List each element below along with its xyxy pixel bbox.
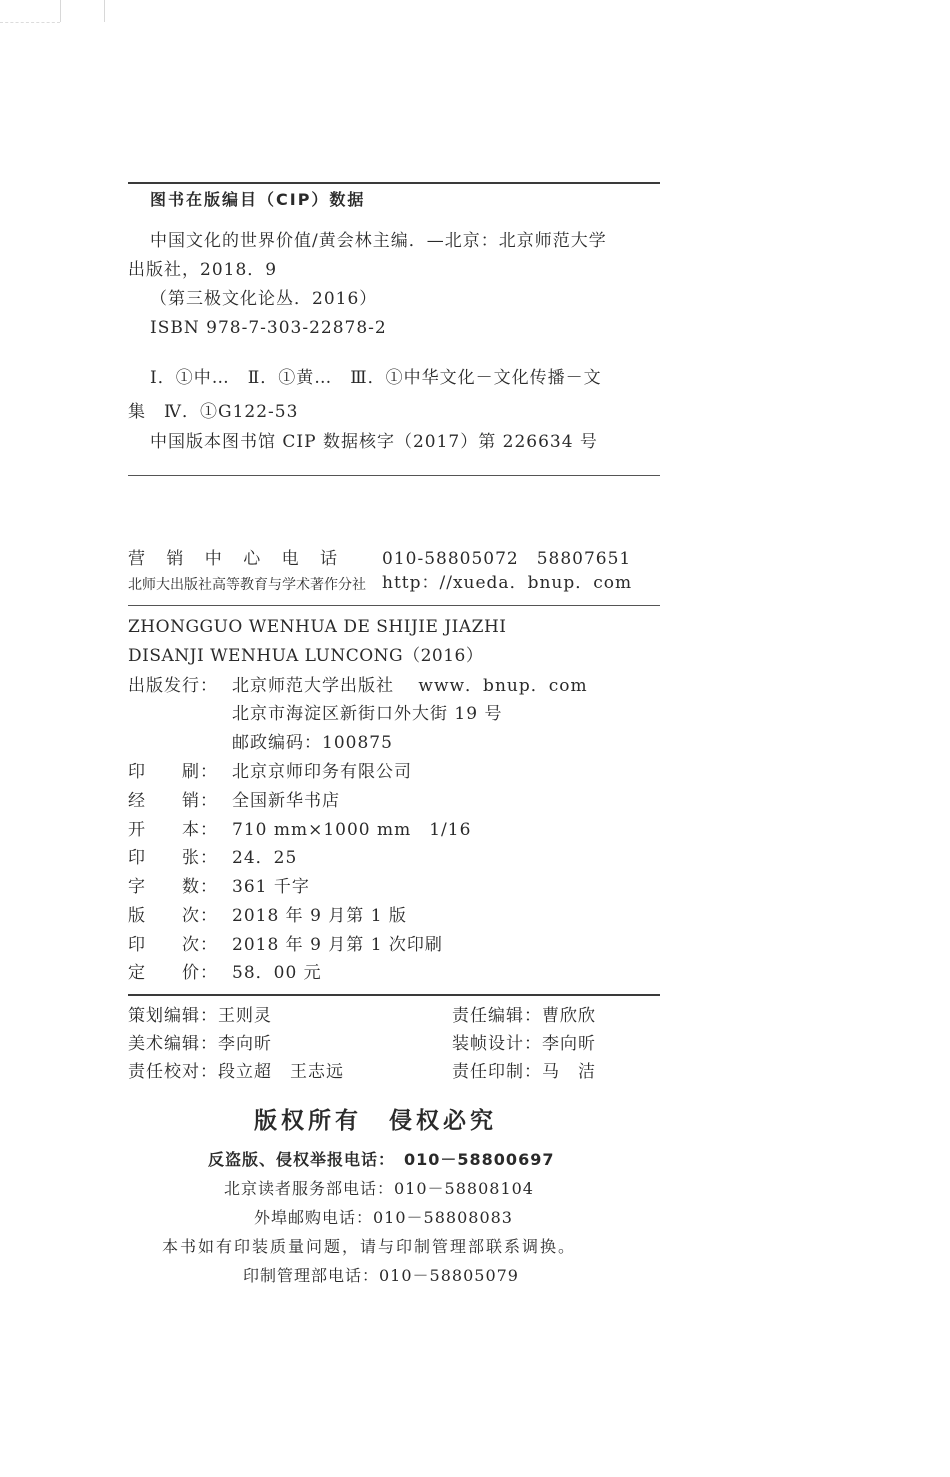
detail-row <box>128 819 471 841</box>
detail-label: 经 销： <box>128 791 218 811</box>
crop-mark-dash <box>0 22 60 23</box>
cip-bottom-rule <box>128 475 660 476</box>
detail-row <box>128 962 322 984</box>
cip-isbn: ISBN 978-7-303-22878-2 <box>150 318 387 338</box>
cip-heading: 图书在版编目（CIP）数据 <box>150 190 366 209</box>
detail-label: 印 刷： <box>128 762 218 782</box>
cip-classification-line-2: 集 Ⅳ．①G122-53 <box>128 402 299 422</box>
marketing-rule <box>128 605 660 606</box>
marketing-phone-label: 营 销 中 心 电 话 <box>128 549 346 569</box>
crop-mark <box>60 0 61 22</box>
publisher-postcode: 邮政编码：100875 <box>232 733 393 753</box>
publisher-address: 北京市海淀区新街口外大街 19 号 <box>232 704 503 724</box>
detail-row <box>128 876 310 898</box>
detail-value: 北京京师印务有限公司 <box>232 762 412 782</box>
copyright-title: 版权所有 侵权必究 <box>254 1108 497 1134</box>
editor-credit: 装帧设计：李向昕 <box>452 1034 596 1054</box>
crop-mark <box>104 0 105 22</box>
detail-label: 版 次： <box>128 906 218 926</box>
detail-label: 开 本： <box>128 820 218 840</box>
cip-record: 中国版本图书馆 CIP 数据核字（2017）第 226634 号 <box>150 432 598 452</box>
detail-value: 710 mm×1000 mm 1/16 <box>232 820 472 840</box>
cip-series: （第三极文化论丛．2016） <box>150 289 378 309</box>
detail-row <box>128 761 412 783</box>
detail-label: 印 次： <box>128 935 218 955</box>
branch-label: 北师大出版社高等教育与学术著作分社 <box>128 577 366 593</box>
print-management-phone: 印制管理部电话：010－58805079 <box>243 1266 519 1285</box>
publisher-row <box>128 675 588 697</box>
detail-label: 字 数： <box>128 877 218 897</box>
detail-label: 印 张： <box>128 848 218 868</box>
detail-value: 2018 年 9 月第 1 次印刷 <box>232 935 443 955</box>
mail-order-phone: 外埠邮购电话：010－58808083 <box>254 1208 513 1227</box>
publisher-label: 出版发行： <box>128 676 218 696</box>
quality-notice: 本书如有印装质量问题，请与印制管理部联系调换。 <box>162 1237 577 1256</box>
publication-rule <box>128 994 660 996</box>
editor-credit: 策划编辑：王则灵 <box>128 1006 272 1026</box>
detail-value: 全国新华书店 <box>232 791 340 811</box>
detail-row <box>128 790 340 812</box>
anti-piracy-phone: 反盗版、侵权举报电话： 010－58800697 <box>208 1150 555 1169</box>
cip-top-rule <box>128 182 660 184</box>
pinyin-series: DISANJI WENHUA LUNCONG（2016） <box>128 646 484 666</box>
editor-credit: 责任校对：段立超 王志远 <box>128 1062 344 1082</box>
marketing-phone-value: 010-58805072 58807651 <box>382 549 632 569</box>
detail-label: 定 价： <box>128 963 218 983</box>
editor-credit: 美术编辑：李向昕 <box>128 1034 272 1054</box>
pinyin-title: ZHONGGUO WENHUA DE SHIJIE JIAZHI <box>128 617 507 637</box>
cip-title-line: 中国文化的世界价值/黄会林主编．—北京：北京师范大学 <box>150 231 607 251</box>
detail-value: 24．25 <box>232 848 298 868</box>
cip-classification-line: Ⅰ．①中… Ⅱ．①黄… Ⅲ．①中华文化－文化传播－文 <box>150 368 602 388</box>
detail-row <box>128 934 443 956</box>
detail-row <box>128 847 297 869</box>
publisher-value: 北京师范大学出版社 www．bnup．com <box>232 676 588 696</box>
detail-row <box>128 905 407 927</box>
detail-value: 2018 年 9 月第 1 版 <box>232 906 407 926</box>
detail-value: 58．00 元 <box>232 963 322 983</box>
branch-url: http：//xueda．bnup．com <box>382 573 633 593</box>
editor-credit: 责任印制：马 洁 <box>452 1062 596 1082</box>
cip-title-line-2: 出版社，2018．9 <box>128 260 278 280</box>
reader-service-phone: 北京读者服务部电话：010－58808104 <box>224 1179 534 1198</box>
editor-credit: 责任编辑：曹欣欣 <box>452 1006 596 1026</box>
detail-value: 361 千字 <box>232 877 310 897</box>
